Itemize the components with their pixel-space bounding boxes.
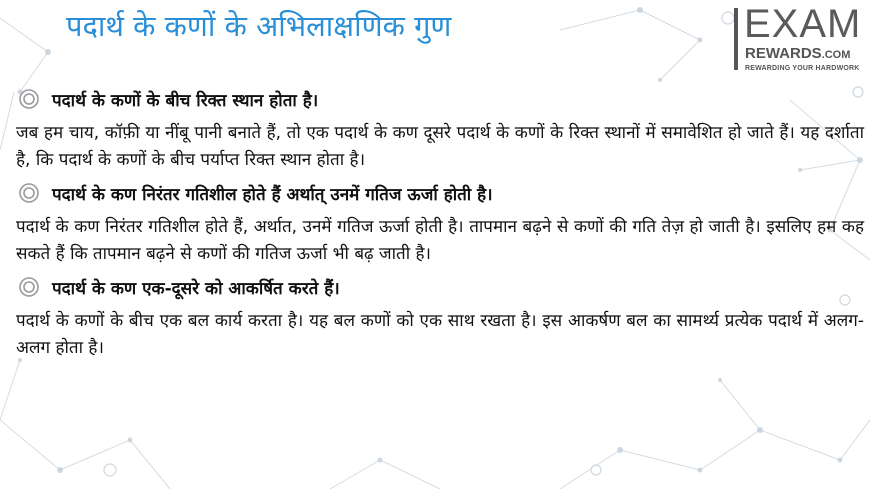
exam-rewards-logo [734,2,866,78]
double-ring-bullet-icon [18,182,40,204]
section-heading-text: पदार्थ के कणों के बीच रिक्त स्थान होता है। [52,90,319,111]
content-area [16,82,864,364]
logo-word-rewards [745,46,850,63]
section-heading [16,82,864,116]
section-body-text: पदार्थ के कण निरंतर गतिशील होते हैं, अर्थात, उनमें गतिज ऊर्जा होती है। तापमान बढ़ने से कणों की गति तेज़ हो जाती है। इसलिए हम कह सकते हैं कि तापमान बढ़ने से कणों की गतिज ऊर्जा भी बढ़ जाती है। [16,217,864,264]
section-continuous-motion [16,176,864,268]
logo-word-exam: EXAM [744,2,862,46]
section-empty-space [16,82,864,174]
section-heading [16,270,864,304]
logo-tagline: REWARDING YOUR HARDWORK [745,65,860,72]
slide-title: पदार्थ के कणों के अभिलाक्षणिक गुण [66,9,452,43]
section-heading [16,176,864,210]
section-heading-text: पदार्थ के कण निरंतर गतिशील होते हैं अर्थात् उनमें गतिज ऊर्जा होती है। [52,184,493,205]
double-ring-bullet-icon [18,88,40,110]
logo-domain-suffix: .COM [821,49,851,61]
logo-rewards-text: REWARDS [745,45,822,62]
section-heading-text: पदार्थ के कण एक-दूसरे को आकर्षित करते हैं। [52,278,340,299]
double-ring-bullet-icon [18,276,40,298]
section-body-text: जब हम चाय, कॉफ़ी या नींबू पानी बनाते हैं, तो एक पदार्थ के कण दूसरे पदार्थ के कणों के रिक्त स्थानों में समावेशित हो जाते हैं। यह दर्शाता है, कि पदार्थ के कणों के बीच पर्याप्त रिक्त स्थान होता है। [16,123,864,170]
section-body-text: पदार्थ के कणों के बीच एक बल कार्य करता है। यह बल कणों को एक साथ रखता है। इस आकर्षण बल का सामर्थ्य प्रत्येक पदार्थ में अलग-अलग होता है। [16,311,864,358]
section-attraction [16,270,864,362]
logo-bar [734,8,738,70]
